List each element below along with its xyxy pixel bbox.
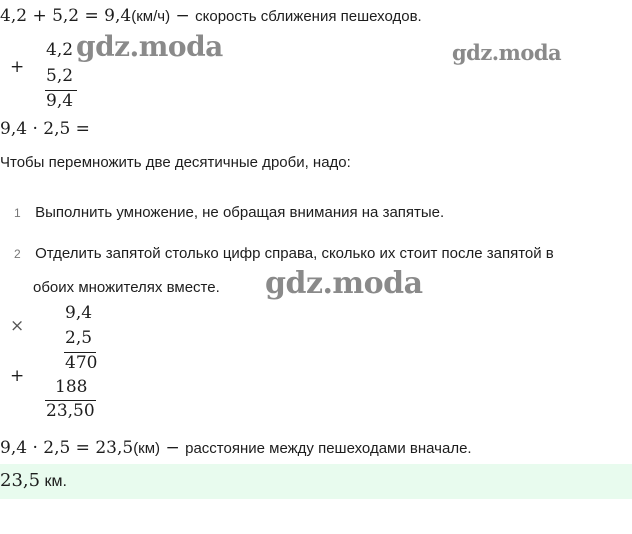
dash: − <box>160 438 186 458</box>
answer-value: 23,5 <box>0 470 41 491</box>
answer <box>0 470 67 491</box>
speed-equation: 4,2 + 5,2 = 9,4 <box>0 6 132 26</box>
partial-product-2: 188 <box>55 377 88 397</box>
multiplication-times-sign: × <box>10 316 25 336</box>
speed-description: скорость сближения пешеходов. <box>195 8 422 25</box>
addition-plus-sign: + <box>10 57 25 77</box>
distance-unit: (км) <box>133 440 161 457</box>
distance-equation: 9,4 · 2,5 = 23,5 <box>0 438 134 458</box>
step-text: Выполнить умножение, не обращая внимания на запятые. <box>35 204 445 221</box>
addition-operand-a: 4,2 <box>46 40 74 60</box>
partial-plus-sign: + <box>10 366 25 386</box>
step-number: 2 <box>14 247 21 261</box>
step-text: Отделить запятой столько цифр справа, сколько их стоит после запятой в <box>35 245 554 262</box>
multiplication-result: 23,50 <box>46 401 95 421</box>
step-item <box>14 204 444 222</box>
product-expression: 9,4 · 2,5 = <box>0 119 90 139</box>
speed-line <box>0 6 422 26</box>
step-number: 1 <box>14 206 21 220</box>
speed-unit: (км/ч) <box>131 8 171 25</box>
answer-box <box>0 464 632 499</box>
dash: − <box>170 6 196 26</box>
addition-operand-b: 5,2 <box>46 66 74 86</box>
watermark: gdz.moda <box>76 30 223 63</box>
distance-line <box>0 438 472 458</box>
step-text-continued: обоих множителях вместе. <box>33 279 220 296</box>
addition-result: 9,4 <box>46 91 74 111</box>
watermark: gdz.moda <box>265 266 423 301</box>
multiplication-operand-b: 2,5 <box>65 328 93 348</box>
distance-description: расстояние между пешеходами вначале. <box>185 440 472 457</box>
rule-intro: Чтобы перемножить две десятичные дроби, надо: <box>0 154 351 171</box>
multiplication-operand-a: 9,4 <box>65 303 93 323</box>
watermark: gdz.moda <box>452 40 562 65</box>
step-item <box>14 245 554 263</box>
partial-product-1: 470 <box>65 353 98 373</box>
answer-unit: км. <box>40 473 67 490</box>
